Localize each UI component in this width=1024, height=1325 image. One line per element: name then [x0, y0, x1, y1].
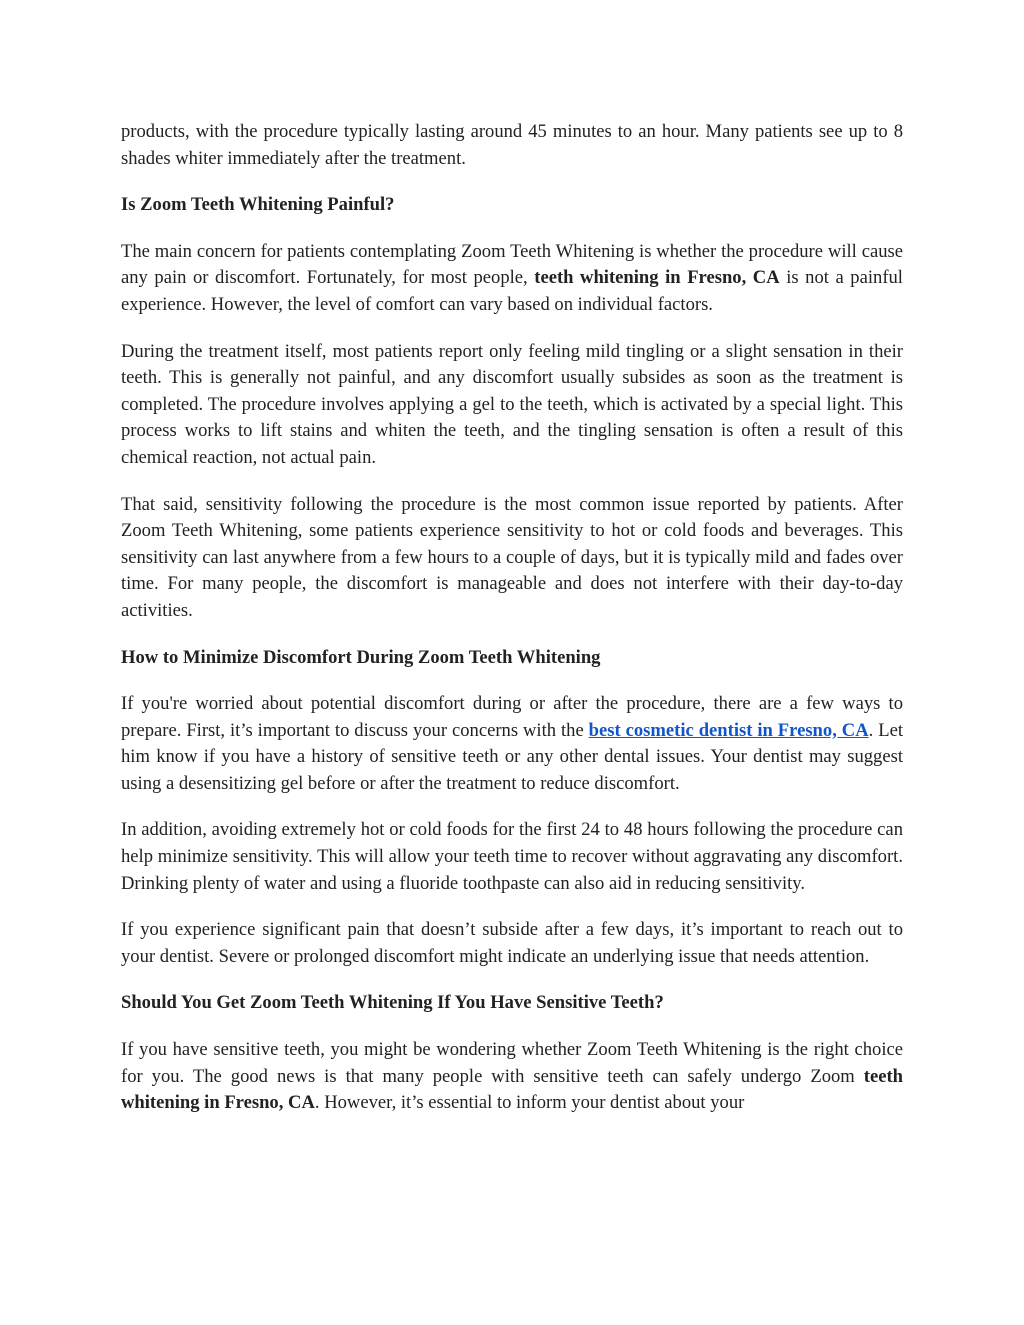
paragraph-prepare: [121, 691, 903, 797]
paragraph-during-treatment: During the treatment itself, most patients report only feeling mild tingling or a slight sensation in their teeth. This is generally not painful, and any discomfort usually subsides as soon as the treatment is completed. The procedure involves applying a gel to the teeth, which is activated by a special light. This process works to lift stains and whiten the teeth, and the tingling sensation is often a result of this chemical reaction, not actual pain.: [121, 340, 903, 468]
bold-keyword: teeth whitening in Fresno, CA: [121, 1065, 903, 1114]
paragraph-sensitive-choice: [121, 1037, 903, 1117]
document-page: [121, 119, 903, 1137]
heading-is-zoom-painful: Is Zoom Teeth Whitening Painful?: [121, 194, 395, 216]
paragraph-significant-pain: If you experience significant pain that doesn’t subside after a few days, it’s important to reach out to your dentist. Severe or prolonged discomfort might indicate an underlying issue that needs attention.: [121, 919, 903, 967]
paragraph-text: If you have sensitive teeth, you might be wondering whether Zoom Teeth Whitening is the right choice for you. The good news is that many people with sensitive teeth can safely undergo Zoom: [121, 1039, 903, 1087]
paragraph-main-concern: [121, 239, 903, 319]
heading-minimize-discomfort: How to Minimize Discomfort During Zoom Teeth Whitening: [121, 646, 601, 668]
paragraph-text: . Let him know if you have a history of sensitive teeth or any other dental issues. Your dentist may suggest using a desensitizing gel before or after the treatment to reduce discomfort.: [121, 719, 904, 794]
paragraph-intro: products, with the procedure typically lasting around 45 minutes to an hour. Many patients see up to 8 shades whiter immediately after the treatment.: [121, 121, 903, 169]
paragraph-avoid-foods: In addition, avoiding extremely hot or cold foods for the first 24 to 48 hours following the procedure can help minimize sensitivity. This will allow your teeth time to recover without aggravating any discomfort. Drinking plenty of water and using a fluoride toothpaste can also aid in reducing sensitivity.: [121, 819, 903, 894]
bold-keyword: teeth whitening in Fresno, CA: [534, 267, 780, 289]
paragraph-text: is not a painful experience. However, the level of comfort can vary based on individual factors.: [121, 267, 903, 315]
dentist-link[interactable]: best cosmetic dentist in Fresno, CA: [588, 719, 869, 741]
paragraph-sensitivity: That said, sensitivity following the procedure is the most common issue reported by patients. After Zoom Teeth Whitening, some patients experience sensitivity to hot or cold foods and beverages. This sensitivity can last anywhere from a few hours to a couple of days, but it is typically mild and fades over time. For many people, the discomfort is manageable and does not interfere with their day-to-day activities.: [121, 493, 903, 621]
paragraph-text: The main concern for patients contemplating Zoom Teeth Whitening is whether the procedure will cause any pain or discomfort. Fortunately, for most people,: [121, 240, 903, 289]
paragraph-text: If you're worried about potential discomfort during or after the procedure, there are a few ways to prepare. First, it’s important to discuss your concerns with the: [121, 693, 903, 741]
paragraph-text: . However, it’s essential to inform your dentist about your: [314, 1092, 745, 1114]
heading-sensitive-teeth: Should You Get Zoom Teeth Whitening If You Have Sensitive Teeth?: [121, 992, 664, 1014]
